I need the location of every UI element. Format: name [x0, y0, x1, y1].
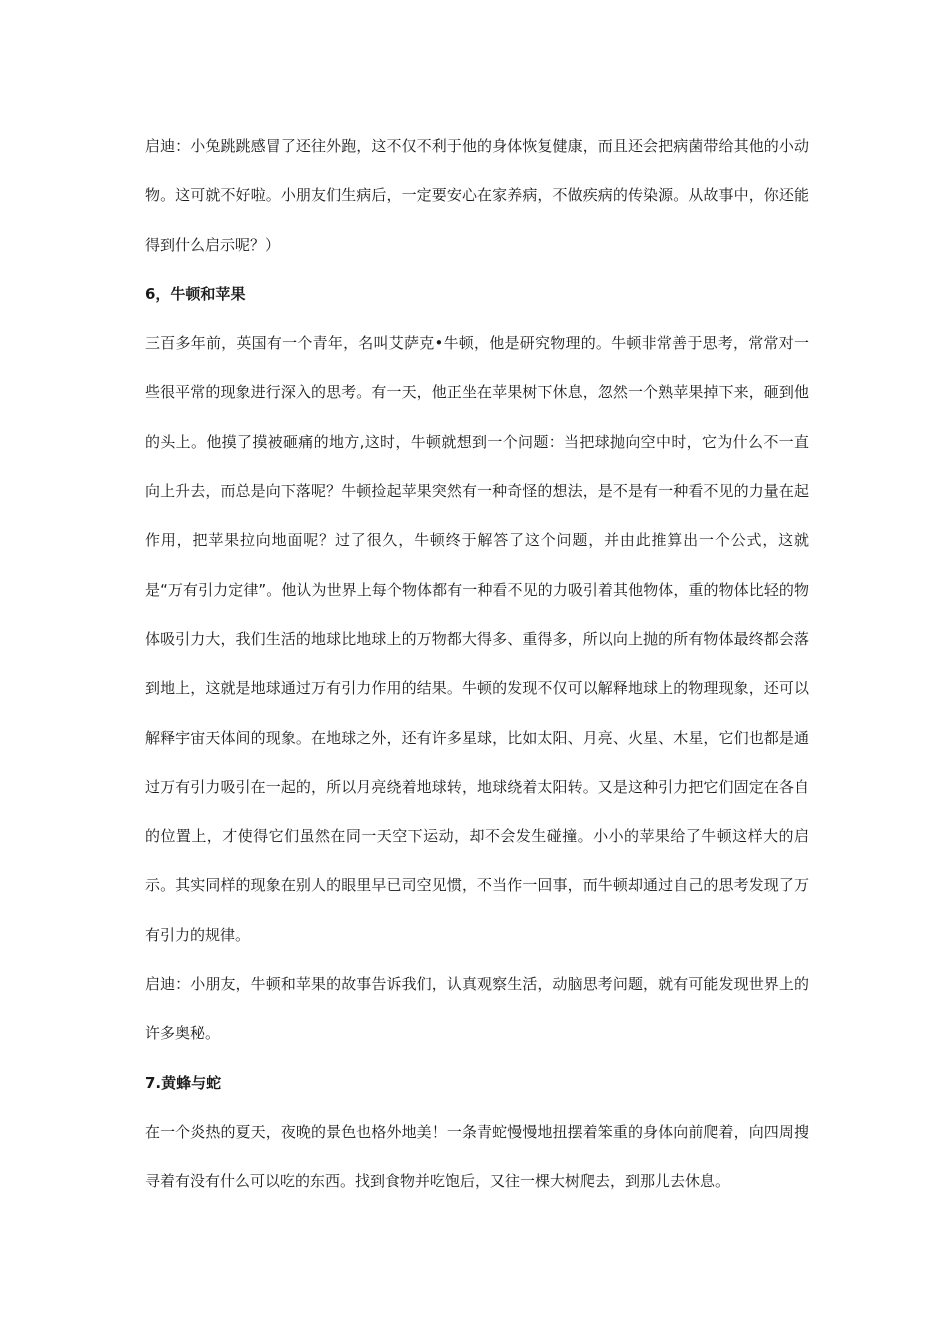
moral-paragraph: 启迪：小朋友，牛顿和苹果的故事告诉我们，认真观察生活，动脑思考问题，就有可能发现世界上的许多奥秘。 — [145, 975, 809, 1043]
story-paragraph: 在一个炎热的夏天，夜晚的景色也格外地美！一条青蛇慢慢地扭摆着笨重的身体向前爬着，向四周搜寻着有没有什么可以吃的东西。找到食物并吃饱后，又往一棵大树爬去，到那儿去休息。 — [145, 1122, 809, 1191]
story-paragraph: 三百多年前，英国有一个青年，名叫艾萨克•牛顿，他是研究物理的。牛顿非常善于思考，常常对一些很平常的现象进行深入的思考。有一天，他正坐在苹果树下休息，忽然一个熟苹果掉下来，砸到他的头上。他摸了摸被砸痛的地方,这时，牛顿就想到一个问题：当把球抛向空中时，它为什么不一直向上升去，而总是向下落呢？牛顿捡起苹果突然有一种奇怪的想法，是不是有一种看不见的力量在起作用，把苹果拉向地面呢？过了很久，牛顿终于解答了这个问题，并由此推算出一个公式，这就是“万有引力定律”。他认为世界上每个物体都有一种看不见的力吸引着其他物体，重的物体比轻的物体吸引力大，我们生活的地球比地球上的万物都大得多、重得多，所以向上抛的所有物体最终都会落到地上，这就是地球通过万有引力作用的结果。牛顿的发现不仅可以解释地球上的物理现象，还可以解释宇宙天体间的现象。在地球之外，还有许多星球，比如太阳、月亮、火星、木星，它们也都是通过万有引力吸引在一起的，所以月亮绕着地球转，地球绕着太阳转。又是这种引力把它们固定在各自的位置上，才使得它们虽然在同一天空下运动，却不会发生碰撞。小小的苹果给了牛顿这样大的启示。其实同样的现象在别人的眼里早已司空见惯，不当作一回事，而牛顿却通过自己的思考发现了万有引力的规律。 — [145, 334, 809, 944]
document-body — [145, 122, 809, 1207]
section-heading: 7.黄蜂与蛇 — [145, 1073, 222, 1092]
section-heading: 6，牛顿和苹果 — [145, 284, 246, 303]
moral-paragraph: 启迪：小兔跳跳感冒了还往外跑，这不仅不利于他的身体恢复健康，而且还会把病菌带给其他的小动物。这可就不好啦。小朋友们生病后，一定要安心在家养病，不做疾病的传染源。从故事中，你还能得到什么启示呢？） — [145, 137, 809, 254]
